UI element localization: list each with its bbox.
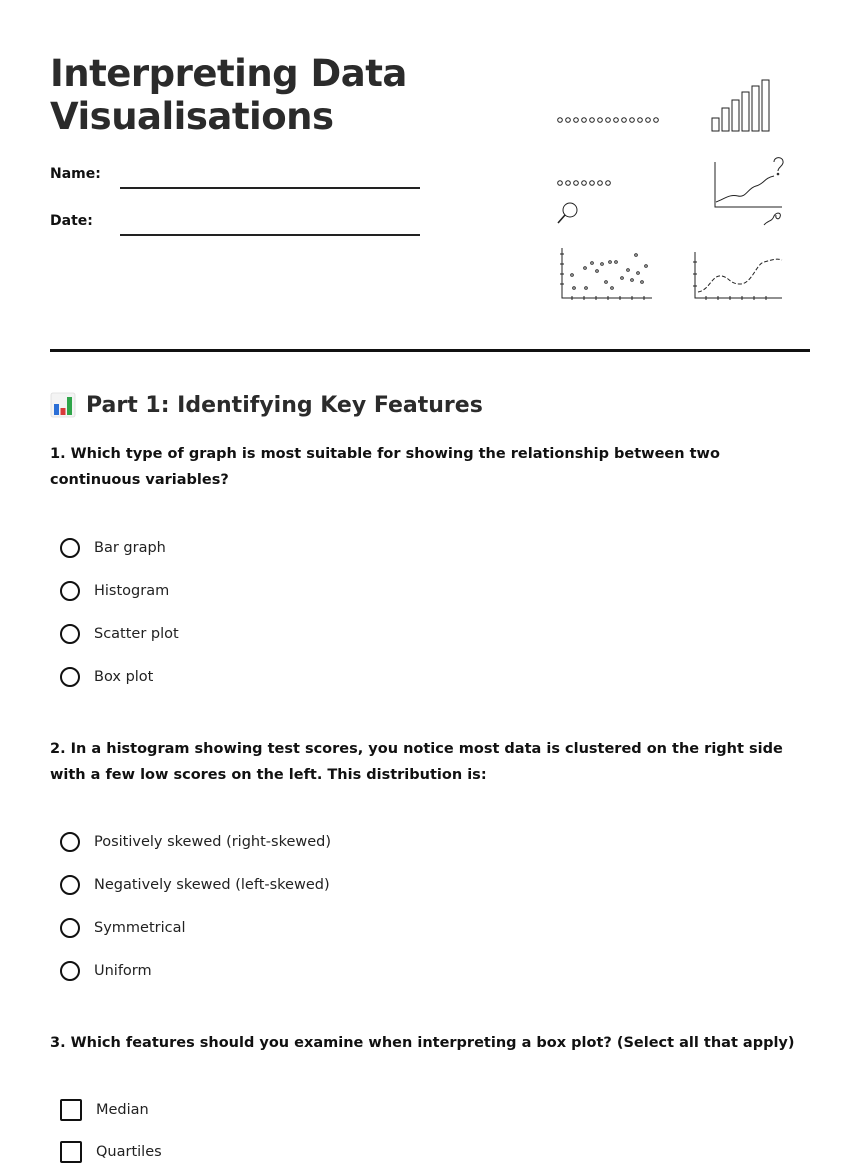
- curve-chart-icon: [693, 252, 782, 300]
- radio-button[interactable]: [60, 581, 80, 601]
- radio-button[interactable]: [60, 624, 80, 644]
- section-title: Part 1: Identifying Key Features: [86, 392, 483, 418]
- q2-option-symmetrical[interactable]: [60, 915, 186, 941]
- q1-option-histogram[interactable]: [60, 578, 169, 604]
- name-field[interactable]: [120, 187, 420, 189]
- option-label: Positively skewed (right-skewed): [94, 834, 332, 850]
- question-3-text: 3. Which features should you examine when interpreting a box plot? (Select all that apply): [50, 1035, 795, 1051]
- bar-chart-icon: [50, 392, 76, 418]
- option-label: Uniform: [94, 963, 152, 979]
- option-label: Histogram: [94, 583, 170, 599]
- option-label: Symmetrical: [94, 920, 186, 936]
- q1-option-box-plot[interactable]: [60, 664, 153, 690]
- title-line-1: Interpreting Data: [50, 52, 407, 95]
- radio-button[interactable]: [60, 918, 80, 938]
- q2-option-negatively-skewed[interactable]: [60, 872, 330, 898]
- bar-chart-icon: [712, 80, 769, 131]
- option-label: Box plot: [94, 669, 154, 685]
- section-heading: [50, 389, 483, 421]
- name-label: Name:: [50, 166, 101, 182]
- question-2-text: 2. In a histogram showing test scores, you notice most data is clustered on the right side with a few low scores on the left. This distribution is:: [50, 741, 783, 783]
- radio-button[interactable]: [60, 961, 80, 981]
- radio-button[interactable]: [60, 832, 80, 852]
- header-divider: [50, 349, 810, 352]
- dot-row-icon: [558, 118, 659, 186]
- date-label: Date:: [50, 213, 93, 229]
- radio-button[interactable]: [60, 667, 80, 687]
- data-sketch-illustration: [550, 70, 795, 310]
- option-label: Scatter plot: [94, 626, 179, 642]
- date-field[interactable]: [120, 234, 420, 236]
- page-title: [50, 52, 470, 138]
- line-chart-icon: [715, 158, 783, 225]
- radio-button[interactable]: [60, 875, 80, 895]
- q3-option-quartiles[interactable]: [60, 1139, 162, 1165]
- title-line-2: Visualisations: [50, 95, 334, 138]
- option-label: Negatively skewed (left-skewed): [94, 877, 330, 893]
- q2-option-positively-skewed[interactable]: [60, 829, 331, 855]
- magnifying-glass-icon: [558, 203, 577, 223]
- option-label: Quartiles: [96, 1144, 162, 1160]
- radio-button[interactable]: [60, 538, 80, 558]
- scatter-plot-icon: [560, 248, 652, 300]
- option-label: Bar graph: [94, 540, 166, 556]
- question-1-text: 1. Which type of graph is most suitable for showing the relationship between two continuous variables?: [50, 446, 720, 488]
- q3-option-median[interactable]: [60, 1097, 149, 1123]
- option-label: Median: [96, 1102, 149, 1118]
- checkbox[interactable]: [60, 1099, 82, 1121]
- q1-option-bar-graph[interactable]: [60, 535, 166, 561]
- q2-option-uniform[interactable]: [60, 958, 152, 984]
- q1-option-scatter-plot[interactable]: [60, 621, 179, 647]
- checkbox[interactable]: [60, 1141, 82, 1163]
